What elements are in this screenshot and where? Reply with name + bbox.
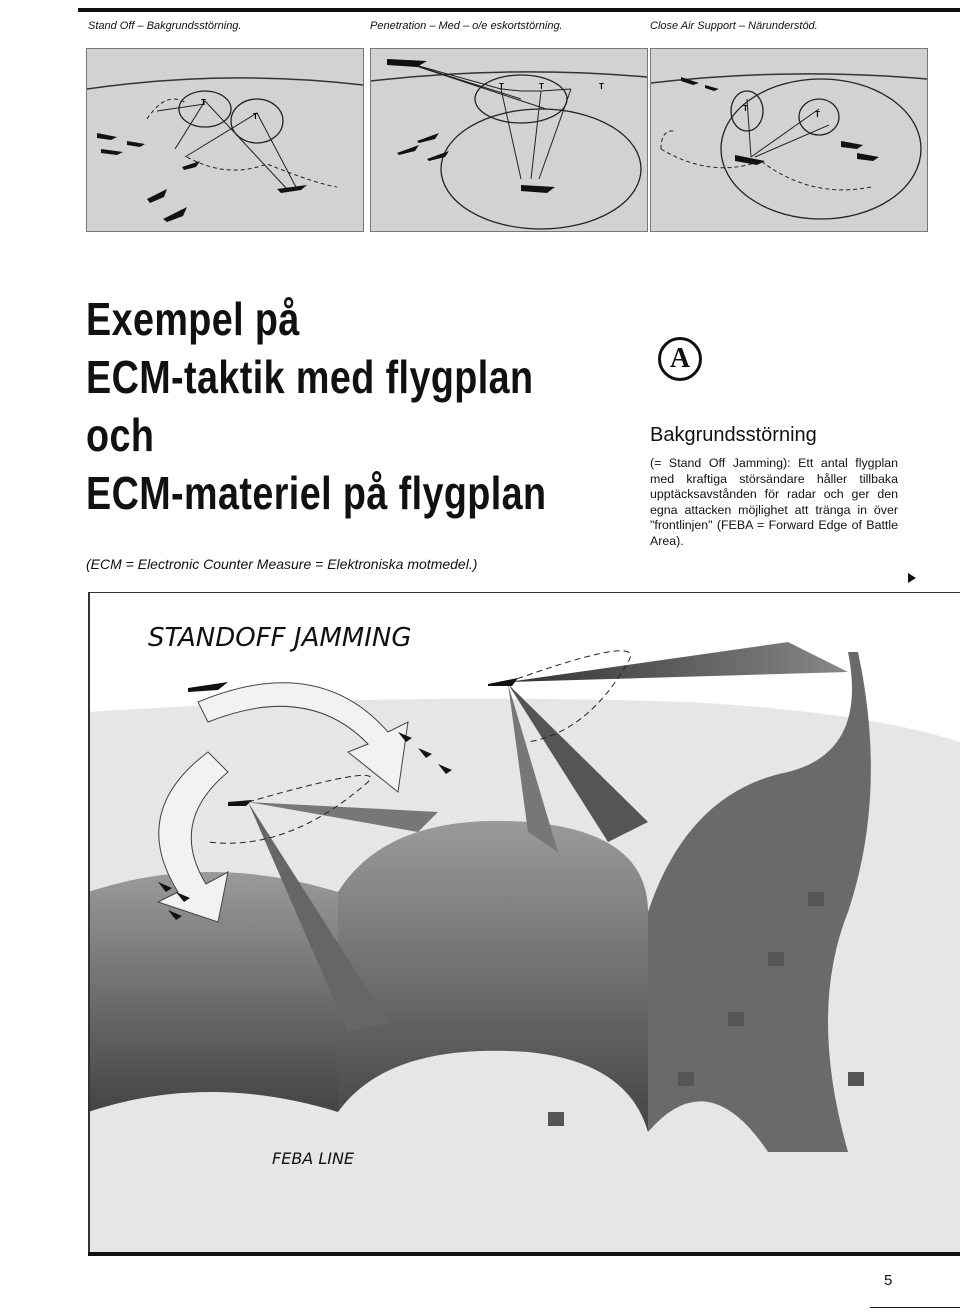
top-rule	[78, 8, 960, 12]
section-marker-a: A	[658, 337, 702, 381]
radar-marker-6: T	[743, 104, 748, 113]
title-line-3: och	[86, 409, 155, 461]
standoff-jamming-svg	[88, 592, 960, 1252]
standoff-diagram-svg	[87, 49, 363, 231]
radar-marker-5: T	[599, 82, 604, 91]
standoff-jamming-label: STANDOFF JAMMING	[148, 623, 412, 653]
page-title	[86, 290, 545, 522]
feba-line-label: FEBA LINE	[272, 1149, 355, 1168]
page-number-rule	[870, 1307, 960, 1308]
panel-close-air-support-diagram	[650, 48, 928, 232]
title-line-2: ECM-taktik med flygplan	[86, 351, 534, 403]
bottom-rule	[88, 1252, 960, 1256]
panel-penetration-diagram	[370, 48, 648, 232]
standoff-jamming-illustration	[88, 592, 960, 1252]
panel-caption-standoff: Stand Off – Bakgrundsstörning.	[88, 20, 242, 32]
page-number: 5	[884, 1272, 893, 1289]
continue-arrow-icon	[908, 573, 916, 583]
radar-marker-4: T	[539, 82, 544, 91]
illustration-frame-top	[88, 592, 960, 593]
panel-caption-penetration: Penetration – Med – o/e eskortstörning.	[370, 20, 563, 32]
section-body: (= Stand Off Jamming): Ett antal flygplan med kraftiga störsändare håller tillbaka upptäcksavstånden för radar och ger den egna attacken möjlighet att tränga in över "frontlinjen" (FEBA = Forward Edge of Battle Area).	[650, 456, 898, 548]
close-air-support-diagram-svg	[651, 49, 927, 231]
panel-caption-close-air-support: Close Air Support – Närunderstöd.	[650, 20, 818, 32]
radar-marker-2: T	[253, 112, 258, 121]
section-heading: Bakgrundsstörning	[650, 424, 817, 446]
panel-standoff-diagram	[86, 48, 364, 232]
radar-marker-3: T	[499, 82, 504, 91]
title-line-1: Exempel på	[86, 293, 300, 345]
title-line-4: ECM-materiel på flygplan	[86, 467, 547, 519]
ecm-definition: (ECM = Electronic Counter Measure = Elektroniska motmedel.)	[86, 556, 478, 572]
radar-marker-7: T	[815, 110, 820, 119]
radar-marker-1: T	[201, 98, 206, 107]
penetration-diagram-svg	[371, 49, 647, 231]
illustration-frame-left	[88, 592, 90, 1252]
